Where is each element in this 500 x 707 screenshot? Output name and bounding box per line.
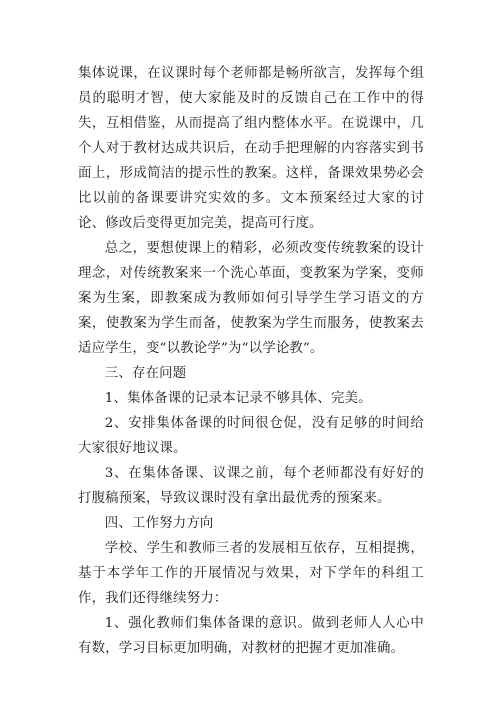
document-body: [78, 61, 424, 661]
section-heading-problems: 三、存在问题: [104, 366, 187, 381]
problem-item-2: 2、安排集体备课的时间很仓促，没有足够的时间给大家很好地议课。: [78, 416, 424, 456]
problem-item-3: 3、在集体备课、议课之前，每个老师都没有好好的打腹稿预案，导致议课时没有拿出最优秀的预案来。: [78, 466, 424, 506]
problem-item-1: 1、集体备课的记录本记录不够具体、完美。: [104, 391, 372, 406]
direction-item-1: 1、强化教师们集体备课的意识。做到老师人人心中有数，学习目标更加明确，对教材的把握才更加准确。: [78, 616, 424, 656]
section-heading-direction: 四、工作努力方向: [104, 516, 214, 531]
paragraph-direction-intro: 学校、学生和教师三者的发展相互依存，互相提携，基于本学年工作的开展情况与效果，对下学年的科组工作，我们还得继续努力：: [78, 541, 424, 606]
paragraph-collective-lesson-talk: 集体说课，在议课时每个老师都是畅所欲言，发挥每个组员的聪明才智，使大家能及时的反馈自己在工作中的得失，互相借鉴，从而提高了组内整体水平。在说课中，几个人对于教材达成共识后，在动手把理解的内容落实到书面上，形成简洁的提示性的教案。这样，备课效果势必会比以前的备课要讲究实效的多。文本预案经过大家的讨论、修改后变得更加完美，提高可行度。: [78, 66, 424, 231]
paragraph-summary: 总之，要想使课上的精彩，必须改变传统教案的设计理念，对传统教案来一个洗心革面，变教案为学案，变师案为生案，即教案成为教师如何引导学生学习语文的方案，使教案为学生而备，使教案为学生而服务，使教案去适应学生，变“以教论学”为“以学论教”。: [78, 241, 424, 356]
